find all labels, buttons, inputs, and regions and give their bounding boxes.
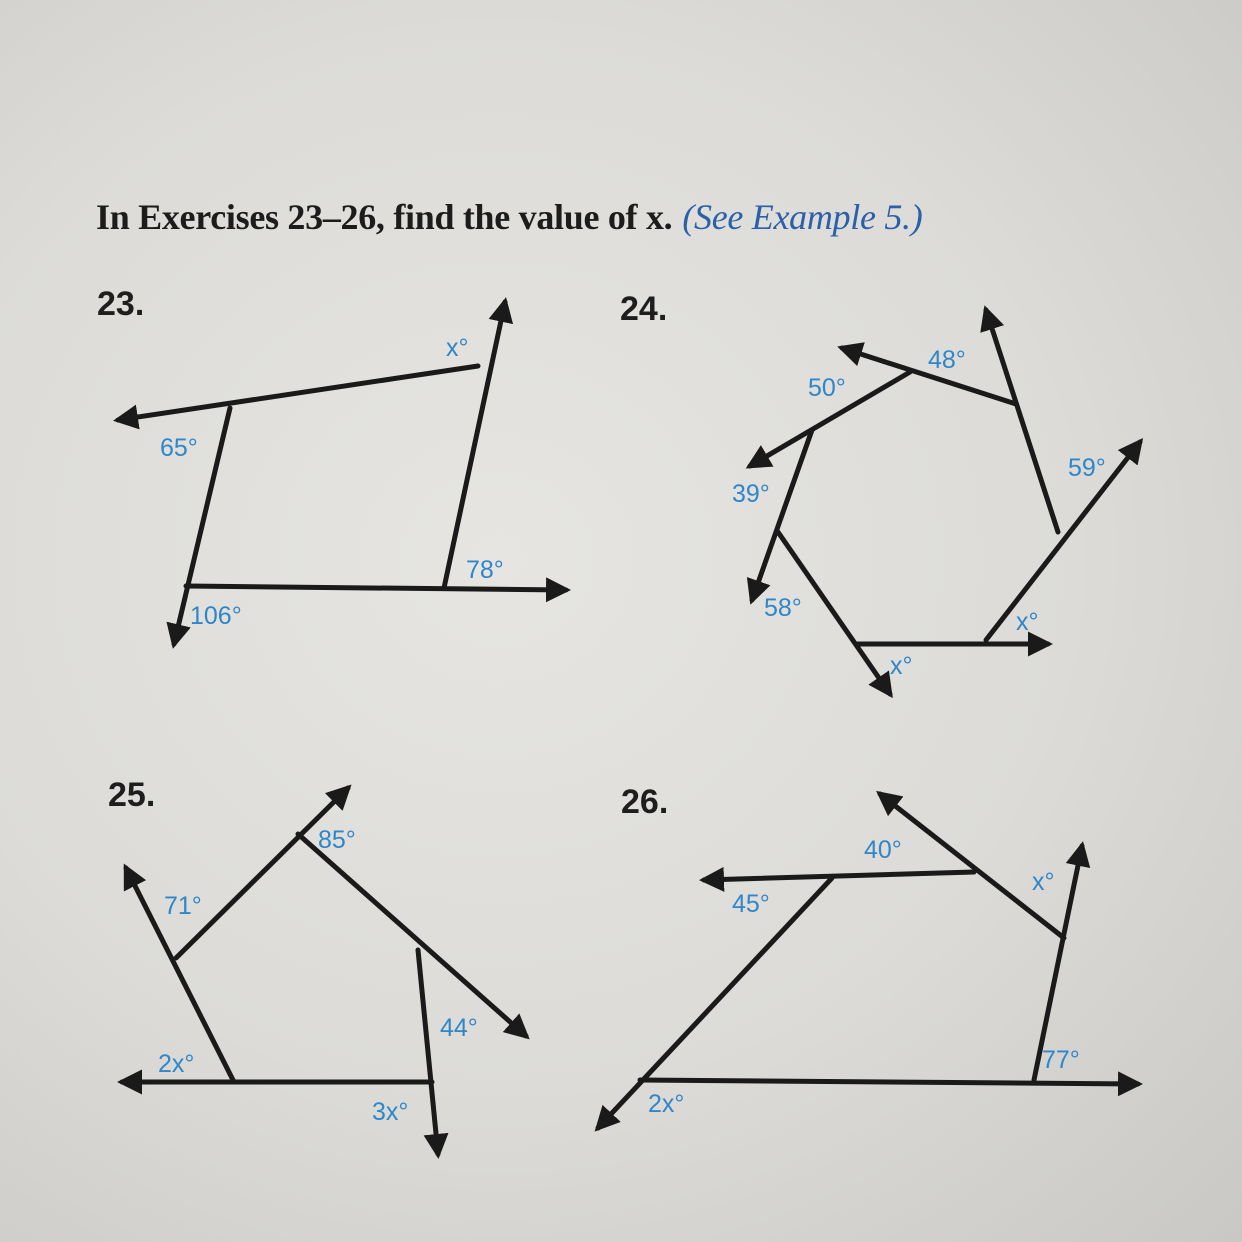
fig26-upper-right-ray xyxy=(880,794,1064,938)
fig23-top-ray xyxy=(118,366,478,420)
fig24-angle-x-bottom: x° xyxy=(890,652,913,680)
fig25-angle-85: 85° xyxy=(318,826,356,854)
fig23-angle-65: 65° xyxy=(160,434,198,462)
exercise-23-number: 23. xyxy=(97,285,145,323)
fig26-angle-40: 40° xyxy=(864,836,902,864)
fig25-upper-ray xyxy=(176,788,348,958)
fig24-upper-right-ray xyxy=(986,310,1058,532)
fig23-bottom-ray xyxy=(186,586,566,590)
fig26-bottom-ray xyxy=(640,1080,1138,1084)
fig26-angle-45: 45° xyxy=(732,890,770,918)
fig23-angle-x: x° xyxy=(446,334,469,362)
figure-26 xyxy=(598,794,1138,1128)
exercise-25-number: 25. xyxy=(108,776,156,814)
fig26-angle-x: x° xyxy=(1032,868,1055,896)
fig24-angle-48: 48° xyxy=(928,346,966,374)
fig25-right-ray xyxy=(298,834,526,1036)
exercise-24-number: 24. xyxy=(620,290,668,328)
fig26-left-ray xyxy=(598,878,832,1128)
fig26-angle-2x: 2x° xyxy=(648,1090,685,1118)
fig26-top-ray xyxy=(704,872,974,880)
example-reference: (See Example 5.) xyxy=(682,197,923,237)
fig23-angle-78: 78° xyxy=(466,556,504,584)
figure-25 xyxy=(122,788,526,1154)
exercise-26-number: 26. xyxy=(621,783,669,821)
fig25-angle-3x: 3x° xyxy=(372,1098,409,1126)
fig24-angle-x-right: x° xyxy=(1016,608,1039,636)
fig24-angle-59: 59° xyxy=(1068,454,1106,482)
figure-24 xyxy=(732,310,1140,694)
fig25-lower-right-ray xyxy=(418,950,438,1154)
instruction-text: In Exercises 23–26, find the value of x. xyxy=(96,197,673,237)
fig24-lower-right-ray xyxy=(986,442,1140,640)
fig23-angle-106: 106° xyxy=(190,602,242,630)
fig25-angle-44: 44° xyxy=(440,1014,478,1042)
figure-23 xyxy=(118,302,566,644)
fig24-left-ray xyxy=(752,430,812,600)
fig26-angle-77: 77° xyxy=(1042,1046,1080,1074)
fig24-angle-58: 58° xyxy=(764,594,802,622)
fig24-angle-39: 39° xyxy=(732,480,770,508)
fig25-angle-71: 71° xyxy=(164,892,202,920)
fig25-angle-2x: 2x° xyxy=(158,1050,195,1078)
fig24-angle-50: 50° xyxy=(808,374,846,402)
